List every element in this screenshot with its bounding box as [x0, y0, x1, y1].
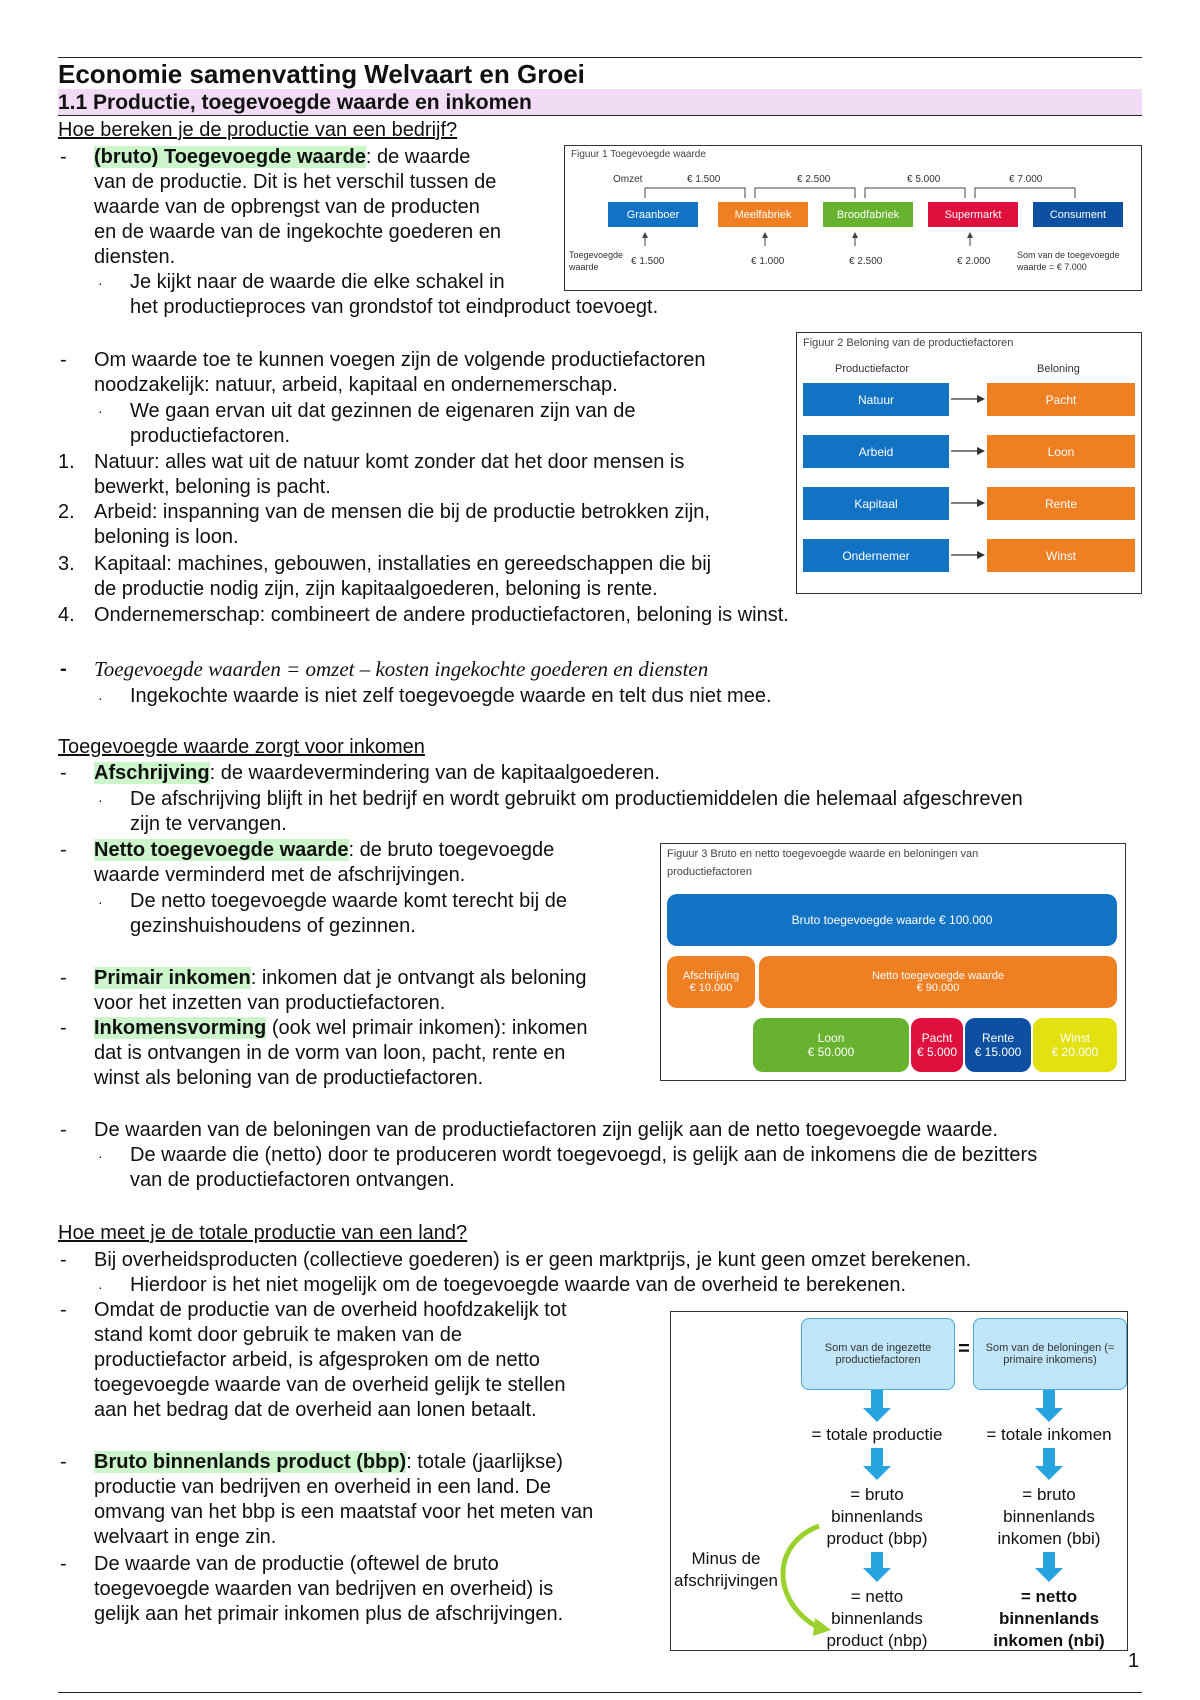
fig1-broodfabriek: Broodfabriek [823, 202, 913, 227]
fig1-omzet-3: € 5.000 [907, 174, 941, 185]
fig3-rente [965, 1018, 1031, 1072]
fig1-sum2: waarde = € 7.000 [1017, 262, 1087, 272]
primair-text: : inkomen dat je ontvangt als beloning [250, 967, 587, 989]
fig1-consument: Consument [1033, 202, 1123, 227]
fig1-omzet-label: Omzet [613, 174, 643, 185]
netto-line1 [94, 838, 554, 863]
fig3-afschrijving-value: € 10.000 [689, 982, 733, 994]
bullet-dash: - [60, 1299, 67, 1321]
p2-sub2: productiefactoren. [130, 425, 291, 447]
top-rule [58, 57, 1142, 58]
p2-kapitaal-2: de productie nodig zijn, zijn kapitaalgoederen, beloning is rente. [94, 578, 658, 600]
sub-bullet: · [98, 275, 103, 291]
p1-line1 [94, 145, 470, 170]
subheading-inkomen: Toegevoegde waarde zorgt voor inkomen [58, 736, 425, 758]
list-num-1: 1. [58, 451, 75, 473]
fig3-pacht-value: € 5.000 [916, 1045, 958, 1059]
inkomensvorming-text: (ook wel primair inkomen): inkomen [266, 1017, 588, 1039]
fig2-arbeid: Arbeid [803, 435, 949, 468]
fig1-tw-2: € 1.000 [751, 256, 785, 267]
sub-bullet: · [98, 1279, 103, 1295]
subheading-land: Hoe meet je de totale productie van een land? [58, 1222, 468, 1244]
waarde-line2: toegevoegde waarden van bedrijven en overheid) is [94, 1578, 554, 1600]
p2-natuur-1: Natuur: alles wat uit de natuur komt zonder dat het door mensen is [94, 451, 685, 473]
list-num-2: 2. [58, 501, 75, 523]
fig1-tw-3: € 2.500 [849, 256, 883, 267]
bullet-dash: - [60, 1017, 67, 1039]
fig2-rente: Rente [987, 487, 1135, 520]
page-title: Economie samenvatting Welvaart en Groei [58, 59, 585, 89]
p2-kapitaal-1: Kapitaal: machines, gebouwen, installaties en gereedschappen die bij [94, 553, 712, 575]
omdat-line1: Omdat de productie van de overheid hoofdzakelijk tot [94, 1299, 567, 1321]
beloningen-sub2: van de productiefactoren ontvangen. [130, 1169, 455, 1191]
figure-bruto-netto [660, 843, 1126, 1081]
fig4-right-3: = netto binnenlands inkomen (nbi) [993, 1587, 1105, 1650]
fig2-natuur: Natuur [803, 383, 949, 416]
fig2-header-right: Beloning [1037, 363, 1080, 375]
bullet-dash: - [60, 146, 67, 168]
bbp-line4: welvaart in enge zin. [94, 1526, 277, 1548]
fig1-supermarkt: Supermarkt [928, 202, 1018, 227]
bbp-line1 [94, 1450, 563, 1475]
p1-text: : de waarde [365, 146, 471, 168]
fig4-right-2: = bruto binnenlands inkomen (bbi) [997, 1485, 1101, 1548]
p1-line4: en de waarde van de ingekochte goederen en [94, 221, 501, 243]
fig1-omzet-2: € 2.500 [797, 174, 831, 185]
fig1-omzet-1: € 1.500 [687, 174, 721, 185]
fig4-left-2: = bruto binnenlands product (bbp) [826, 1485, 928, 1548]
fig1-graanboer: Graanboer [608, 202, 698, 227]
figure-beloning-productiefactoren [796, 332, 1142, 594]
omdat-line4: toegevoegde waarde van de overheid gelijk te stellen [94, 1374, 566, 1396]
term-afschrijving: Afschrijving [94, 762, 210, 784]
inkomensvorming-line3: winst als beloning van de productiefactoren. [94, 1067, 484, 1089]
fig3-caption2: productiefactoren [667, 866, 752, 878]
fig1-meelfabriek: Meelfabriek [718, 202, 808, 227]
p2-natuur-2: bewerkt, beloning is pacht. [94, 476, 331, 498]
p2-ondernemer: Ondernemerschap: combineert de andere productiefactoren, beloning is winst. [94, 604, 789, 626]
p1-line3: waarde van de opbrengst van de producten [94, 196, 480, 218]
fig3-netto-label: Netto toegevoegde waarde [871, 970, 1005, 982]
fig2-ondernemer: Ondernemer [803, 539, 949, 572]
fig1-caption: Figuur 1 Toegevoegde waarde [571, 149, 706, 160]
list-num-4: 4. [58, 604, 75, 626]
term-netto-toegevoegde-waarde: Netto toegevoegde waarde [94, 839, 349, 861]
afschrijving-sub2: zijn te vervangen. [130, 813, 287, 835]
fig4-box-productiefactoren: Som van de ingezette productiefactoren [801, 1318, 955, 1390]
fig3-loon [753, 1018, 909, 1072]
formula-toegevoegde-waarde: Toegevoegde waarden = omzet – kosten ingekochte goederen en diensten [94, 657, 709, 681]
sub-bullet: · [98, 690, 103, 706]
waarde-line1: De waarde van de productie (oftewel de bruto [94, 1553, 499, 1575]
omdat-line2: stand komt door gebruik te maken van de [94, 1324, 462, 1346]
bbp-text: : totale (jaarlijkse) [406, 1451, 563, 1473]
fig3-afschrijving [667, 956, 755, 1008]
fig3-afschrijving-label: Afschrijving [682, 970, 740, 982]
fig1-tw-1: € 1.500 [631, 256, 665, 267]
fig4-left-3: = netto binnenlands product (nbp) [826, 1587, 928, 1650]
term-bbp: Bruto binnenlands product (bbp) [94, 1451, 407, 1473]
fig4-left-1: = totale productie [811, 1425, 943, 1444]
bullet-dash: - [60, 1119, 67, 1141]
fig3-caption1: Figuur 3 Bruto en netto toegevoegde waarde en beloningen van [667, 848, 979, 860]
subheading-bedrijf: Hoe bereken je de productie van een bedrijf? [58, 119, 458, 141]
p2-line1: Om waarde toe te kunnen voegen zijn de volgende productiefactoren [94, 349, 706, 371]
fig3-rente-value: € 15.000 [974, 1045, 1022, 1059]
fig4-minus: Minus de afschrijvingen [674, 1549, 778, 1590]
waarde-line3: gelijk aan het primair inkomen plus de afschrijvingen. [94, 1603, 564, 1625]
afschrijving-text: : de waardevermindering van de kapitaalgoederen. [209, 762, 660, 784]
fig3-rente-label: Rente [981, 1031, 1015, 1045]
p2-arbeid-2: beloning is loon. [94, 526, 239, 548]
fig4-equals: = [958, 1338, 970, 1360]
figure-productie-inkomen-flow [670, 1311, 1128, 1651]
fig3-pacht [911, 1018, 963, 1072]
term-inkomensvorming: Inkomensvorming [94, 1017, 267, 1039]
section-heading: 1.1 Productie, toegevoegde waarde en inkomen [58, 89, 1142, 116]
primair-line1 [94, 966, 587, 991]
bullet-dash: - [60, 349, 67, 371]
afschrijving-sub1: De afschrijving blijft in het bedrijf en wordt gebruikt om productiemiddelen die helemaal afgeschreven [130, 788, 1023, 810]
fig1-tw-4: € 2.000 [957, 256, 991, 267]
netto-line2: waarde verminderd met de afschrijvingen. [94, 864, 466, 886]
overheid-sub: Hierdoor is het niet mogelijk om de toegevoegde waarde van de overheid te berekenen. [130, 1274, 907, 1296]
bottom-rule [58, 1692, 1142, 1693]
fig1-tw-label2: waarde [569, 262, 599, 272]
fig3-loon-label: Loon [817, 1031, 845, 1045]
omdat-line5: aan het bedrag dat de overheid aan lonen betaalt. [94, 1399, 537, 1421]
p1-line2: van de productie. Dit is het verschil tussen de [94, 171, 497, 193]
p2-arbeid-1: Arbeid: inspanning van de mensen die bij de productie betrokken zijn, [94, 501, 710, 523]
beloningen-line: De waarden van de beloningen van de productiefactoren zijn gelijk aan de netto toegevoegde waarde. [94, 1119, 998, 1141]
fig2-header-left: Productiefactor [835, 363, 909, 375]
bullet-dash: - [60, 1451, 67, 1473]
fig2-loon: Loon [987, 435, 1135, 468]
p2-line2: noodzakelijk: natuur, arbeid, kapitaal en ondernemerschap. [94, 374, 618, 396]
list-num-3: 3. [58, 553, 75, 575]
bullet-dash: - [60, 839, 67, 861]
bbp-line3: omvang van het bbp is een maatstaf voor het meten van [94, 1501, 594, 1523]
p1-line5: diensten. [94, 246, 176, 268]
p1-sub2: het productieproces van grondstof tot eindproduct toevoegt. [130, 296, 659, 318]
fig2-kapitaal: Kapitaal [803, 487, 949, 520]
figure-toegevoegde-waarde [564, 145, 1142, 291]
sub-bullet: · [98, 792, 103, 808]
p1-sub1: Je kijkt naar de waarde die elke schakel in [130, 271, 505, 293]
afschrijving-line [94, 761, 660, 786]
netto-sub2: gezinshuishoudens of gezinnen. [130, 915, 416, 937]
primair-line2: voor het inzetten van productiefactoren. [94, 992, 446, 1014]
fig3-netto-value: € 90.000 [916, 982, 960, 994]
sub-bullet: · [98, 403, 103, 419]
fig4-box-beloningen: Som van de beloningen (= primaire inkomens) [973, 1318, 1127, 1390]
inkomensvorming-line2: dat is ontvangen in de vorm van loon, pacht, rente en [94, 1042, 566, 1064]
fig3-bruto: Bruto toegevoegde waarde € 100.000 [667, 894, 1117, 946]
fig2-caption: Figuur 2 Beloning van de productiefactoren [803, 337, 1014, 349]
bbp-line2: productie van bedrijven en overheid in een land. De [94, 1476, 551, 1498]
inkomensvorming-line1 [94, 1016, 588, 1041]
bullet-dash: - [60, 1553, 67, 1575]
bullet-dash: - [60, 658, 67, 680]
fig3-winst [1033, 1018, 1117, 1072]
formula-sub: Ingekochte waarde is niet zelf toegevoegde waarde en telt dus niet mee. [130, 685, 772, 707]
fig1-omzet-4: € 7.000 [1009, 174, 1043, 185]
bullet-dash: - [60, 1249, 67, 1271]
fig3-loon-value: € 50.000 [807, 1045, 855, 1059]
fig2-winst: Winst [987, 539, 1135, 572]
fig2-pacht: Pacht [987, 383, 1135, 416]
term-primair-inkomen: Primair inkomen [94, 967, 251, 989]
netto-sub1: De netto toegevoegde waarde komt terecht bij de [130, 890, 567, 912]
fig3-pacht-label: Pacht [921, 1031, 953, 1045]
beloningen-sub1: De waarde die (netto) door te produceren wordt toegevoegd, is gelijk aan de inkomens die de bezitters [130, 1144, 1038, 1166]
fig3-winst-value: € 20.000 [1051, 1045, 1099, 1059]
fig3-winst-label: Winst [1060, 1031, 1090, 1045]
term-toegevoegde-waarde: (bruto) Toegevoegde waarde [94, 146, 366, 168]
fig1-sum1: Som van de toegevoegde [1017, 250, 1120, 260]
bullet-dash: - [60, 762, 67, 784]
omdat-line3: productiefactor arbeid, is afgesproken om de netto [94, 1349, 540, 1371]
bullet-dash: - [60, 967, 67, 989]
p2-sub1: We gaan ervan uit dat gezinnen de eigenaren zijn van de [130, 400, 636, 422]
fig3-netto [759, 956, 1117, 1008]
fig1-tw-label1: Toegevoegde [569, 250, 624, 260]
page-number: 1 [1128, 1650, 1140, 1672]
netto-text: : de bruto toegevoegde [348, 839, 555, 861]
overheid-line: Bij overheidsproducten (collectieve goederen) is er geen marktprijs, je kunt geen omzet berekenen. [94, 1249, 972, 1271]
fig4-right-1: = totale inkomen [986, 1425, 1112, 1444]
sub-bullet: · [98, 894, 103, 910]
sub-bullet: · [98, 1148, 103, 1164]
